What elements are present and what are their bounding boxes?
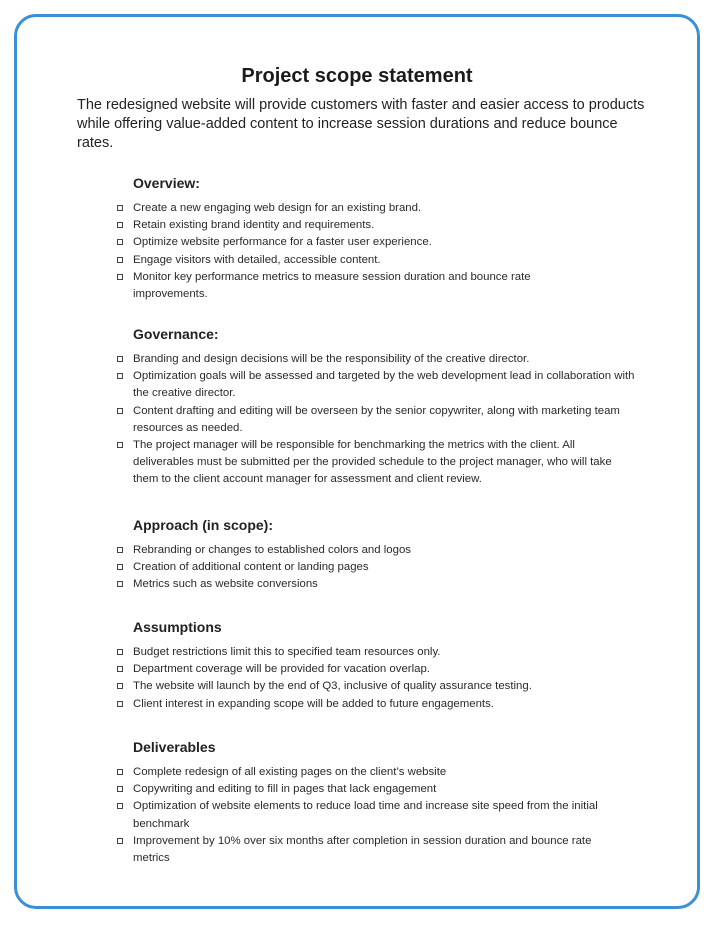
list-item: The project manager will be responsible for benchmarking the metrics with the client. All deliverables must be submitted per the provided schedule to the project manager, who will take them to the client account manager for assessment and client review.: [115, 437, 635, 489]
section-deliverables: [115, 739, 635, 867]
square-bullet-icon: [117, 649, 123, 655]
square-bullet-icon: [117, 257, 123, 263]
list-item: Branding and design decisions will be the responsibility of the creative director.: [115, 351, 635, 368]
list-item: Content drafting and editing will be overseen by the senior copywriter, along with marketing team resources as needed.: [115, 403, 635, 437]
square-bullet-icon: [117, 666, 123, 672]
list-item: Rebranding or changes to established colors and logos: [115, 542, 635, 559]
document-frame: [14, 14, 700, 909]
bullet-list: [115, 200, 635, 303]
bullet-list: [115, 542, 635, 594]
section-heading: Assumptions: [133, 619, 222, 635]
list-item: Create a new engaging web design for an existing brand.: [115, 200, 635, 217]
square-bullet-icon: [117, 547, 123, 553]
list-item: Department coverage will be provided for vacation overlap.: [115, 661, 635, 678]
document-title: Project scope statement: [241, 65, 473, 87]
bullet-list: [115, 644, 635, 713]
list-item: Engage visitors with detailed, accessible content.: [115, 252, 635, 269]
section-heading: Overview:: [133, 175, 200, 191]
square-bullet-icon: [117, 222, 123, 228]
square-bullet-icon: [117, 683, 123, 689]
list-item: Complete redesign of all existing pages on the client’s website: [115, 764, 635, 781]
list-item: Retain existing brand identity and requirements.: [115, 217, 635, 234]
square-bullet-icon: [117, 701, 123, 707]
section-overview: [115, 175, 635, 303]
list-item: Metrics such as website conversions: [115, 576, 635, 593]
square-bullet-icon: [117, 442, 123, 448]
section-approach: [115, 517, 635, 594]
section-governance: [115, 326, 635, 489]
square-bullet-icon: [117, 803, 123, 809]
list-item: Creation of additional content or landing pages: [115, 559, 635, 576]
list-item: Optimize website performance for a faster user experience.: [115, 234, 635, 251]
list-item: Optimization of website elements to reduce load time and increase site speed from the initial benchmark: [115, 798, 603, 832]
square-bullet-icon: [117, 408, 123, 414]
square-bullet-icon: [117, 581, 123, 587]
list-item: Monitor key performance metrics to measure session duration and bounce rate improvements.: [115, 269, 533, 303]
square-bullet-icon: [117, 373, 123, 379]
intro-paragraph: The redesigned website will provide customers with faster and easier access to products while offering value-added content to increase session durations and reduce bounce rates.: [77, 97, 645, 151]
square-bullet-icon: [117, 274, 123, 280]
bullet-list: [115, 764, 635, 867]
list-item: The website will launch by the end of Q3, inclusive of quality assurance testing.: [115, 678, 635, 695]
square-bullet-icon: [117, 205, 123, 211]
section-heading: Deliverables: [133, 739, 216, 755]
section-heading: Approach (in scope):: [133, 517, 274, 533]
square-bullet-icon: [117, 239, 123, 245]
square-bullet-icon: [117, 786, 123, 792]
square-bullet-icon: [117, 769, 123, 775]
square-bullet-icon: [117, 564, 123, 570]
list-item: Optimization goals will be assessed and targeted by the web development lead in collaboration with the creative director.: [115, 368, 635, 402]
list-item: Client interest in expanding scope will be added to future engagements.: [115, 696, 635, 713]
square-bullet-icon: [117, 356, 123, 362]
list-item: Improvement by 10% over six months after completion in session duration and bounce rate metrics: [115, 833, 603, 867]
list-item: Copywriting and editing to fill in pages that lack engagement: [115, 781, 635, 798]
bullet-list: [115, 351, 635, 489]
list-item: Budget restrictions limit this to specified team resources only.: [115, 644, 635, 661]
square-bullet-icon: [117, 838, 123, 844]
section-assumptions: [115, 619, 635, 713]
section-heading: Governance:: [133, 326, 219, 342]
